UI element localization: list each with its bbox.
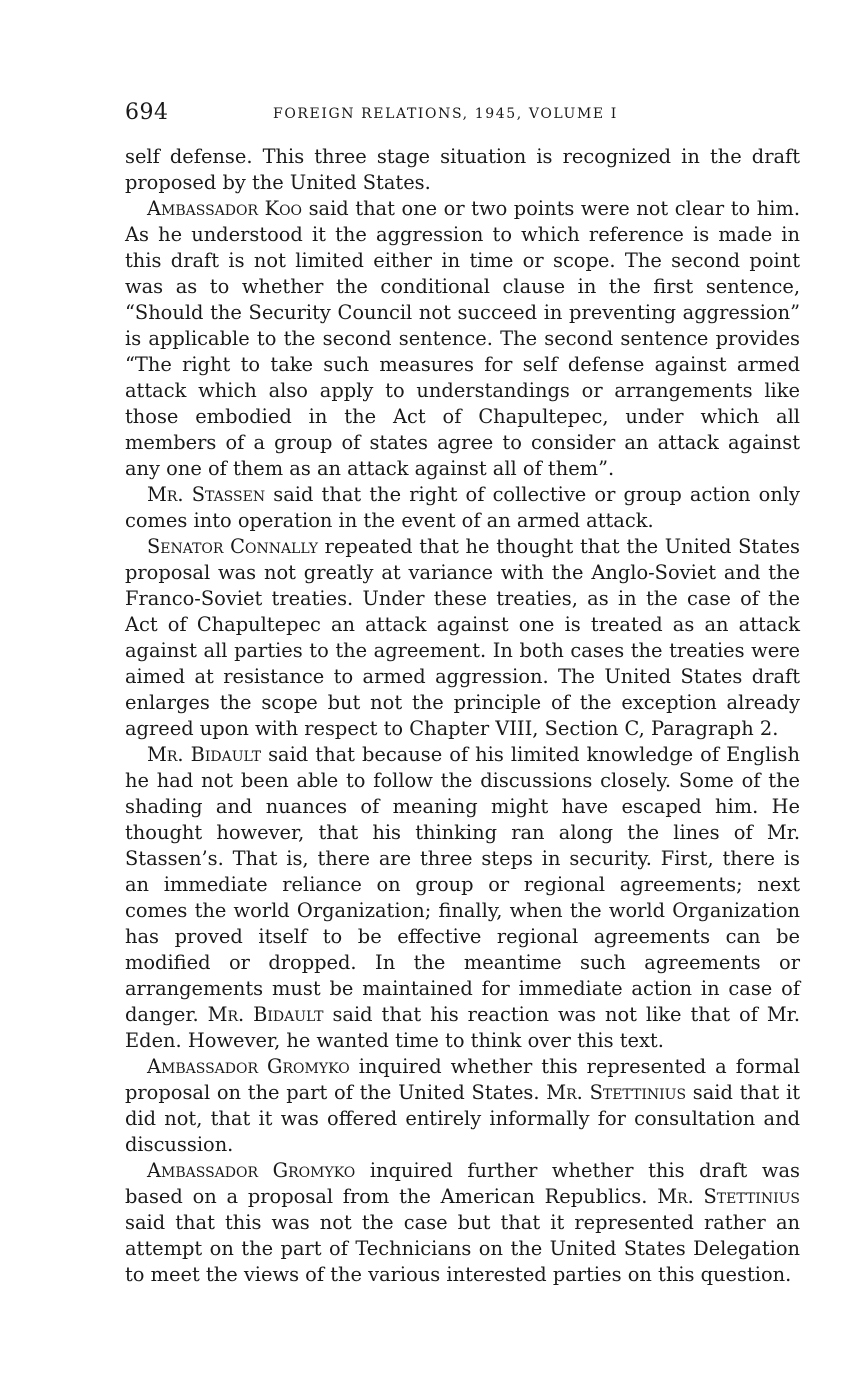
paragraph-koo — [125, 196, 800, 482]
paragraph-text: said that because of his limited knowledge of English he had not been able to follow the discussions closely. Some of the shading and nuances of meaning might have escaped him. He thought however, that his thinking ran along the lines of Mr. Stassen’s. That is, there are three steps in security. First, there is an immediate reliance on group or regional agreements; next comes the world Organization; finally, when the world Organization has proved itself to be effective regional agreements can be modified or dropped. In the meantime such agreements or arrangements must be maintained for immediate action in case of danger. — [125, 743, 800, 1026]
speaker-name: Ambassador Gromyko — [147, 1055, 350, 1078]
page-number: 694 — [125, 100, 169, 125]
paragraph-text: said that one or two points were not clear to him. As he understood it the aggression to which reference is made in this draft is not limited either in time or scope. The second point was as to whether the conditional clause in the first sentence, “Should the Security Council not succeed in preventing aggression” is applicable to the second sentence. The second sentence provides “The right to take such measures for self defense against armed attack which also apply to understandings or arrangements like those embodied in the Act of Chapultepec, under which all members of a group of states agree to consider an attack against any one of them as an attack against all of them”. — [125, 197, 800, 480]
speaker-name: Mr. Stettinius — [657, 1185, 801, 1208]
paragraph-gromyko-2 — [125, 1158, 800, 1288]
paragraph-continuation — [125, 144, 800, 196]
paragraph-gromyko-1 — [125, 1054, 800, 1158]
paragraph-text: repeated that he thought that the United States proposal was not greatly at variance with the Anglo-Soviet and the Franco-Soviet treaties. Under these treaties, as in the case of the Act of Chapultepec an attack against one is treated as an attack against all parties to the agreement. In both cases the treaties were aimed at resistance to armed aggression. The United States draft enlarges the scope but not the principle of the exception already agreed upon with respect to Chapter VIII, Section C, Paragraph 2. — [125, 535, 800, 740]
paragraph-text: inquired further whether this draft was based on a proposal from the American Republics. — [125, 1159, 801, 1208]
speaker-name: Ambassador Gromyko — [147, 1159, 356, 1182]
paragraph-bidault — [125, 742, 800, 1054]
speaker-name: Mr. Bidault — [147, 743, 262, 766]
speaker-name: Mr. Bidault — [207, 1003, 324, 1026]
speaker-name: Mr. Stassen — [147, 483, 266, 506]
paragraph-connally — [125, 534, 800, 742]
paragraph-text: said that his reaction was not like that of Mr. Eden. However, he wanted time to think over this text. — [125, 1003, 800, 1052]
page-header — [125, 100, 800, 130]
paragraph-text: said that the right of collective or group action only comes into operation in the event of an armed attack. — [125, 483, 800, 532]
speaker-name: Mr. Stettinius — [546, 1081, 687, 1104]
paragraph-text: said that it did not, that it was offered entirely informally for consultation and discussion. — [125, 1081, 800, 1156]
paragraph-text: inquired whether this represented a formal proposal on the part of the United States. — [125, 1055, 801, 1104]
paragraph-text: said that this was not the case but that it represented rather an attempt on the part of Technicians on the United States Delegation to meet the views of the various interested parties on this question. — [125, 1211, 800, 1286]
paragraph-text: self defense. This three stage situation is recognized in the draft proposed by the United States. — [125, 145, 800, 194]
body-text — [125, 144, 800, 1288]
running-title: FOREIGN RELATIONS, 1945, VOLUME I — [273, 106, 618, 122]
speaker-name: Senator Connally — [147, 535, 318, 558]
paragraph-stassen — [125, 482, 800, 534]
speaker-name: Ambassador Koo — [147, 197, 303, 220]
